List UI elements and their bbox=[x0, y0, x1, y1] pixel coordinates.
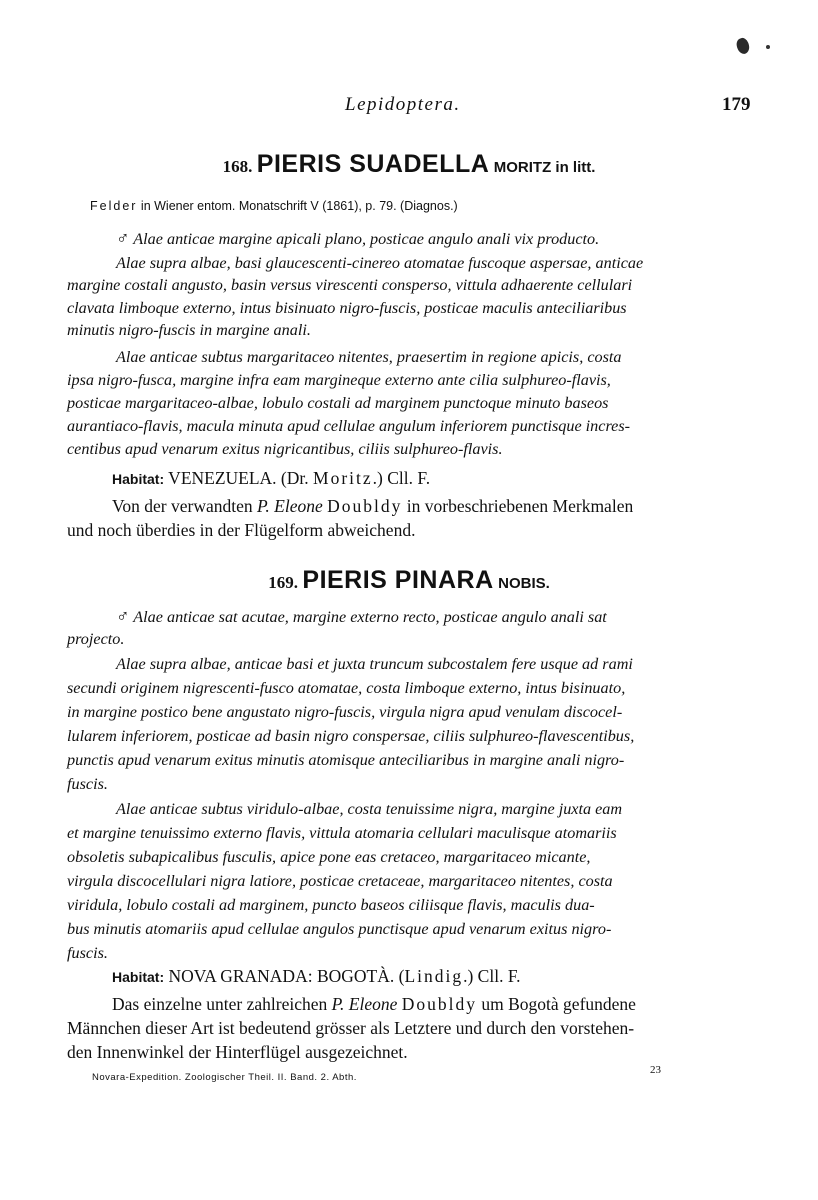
text-line: Alae supra albae, basi glaucescenti-cinereo atomatae fuscoque aspersae, anticae bbox=[116, 254, 644, 272]
remark-text: und noch überdies in der Flügelform abweichend. bbox=[67, 520, 416, 540]
habitat-end: .) Cll. F. bbox=[372, 468, 431, 488]
ink-speck bbox=[735, 36, 752, 55]
text-line: Alae anticae subtus viridulo-albae, costa tenuissime nigra, margine juxta eam bbox=[116, 800, 623, 818]
text-line: fuscis. bbox=[67, 775, 108, 793]
text-line: viridula, lobulo costali ad marginem, puncto baseos ciliisque flavis, maculis dua- bbox=[67, 896, 595, 914]
remark-text: Männchen dieser Art ist bedeutend grösser als Letztere und durch den vorstehen- bbox=[67, 1018, 635, 1038]
text-line: in margine postico bene angustato nigro-fuscis, virgula nigra apud venulam discocel- bbox=[67, 703, 623, 721]
species-168-diagnosis bbox=[116, 228, 599, 249]
remark-line bbox=[112, 994, 636, 1015]
text-line: Alae anticae subtus margaritaceo nitentes, praesertim in regione apicis, costa bbox=[116, 348, 622, 366]
diagnosis-text: Alae anticae margine apicali plano, posticae angulo anali vix producto. bbox=[133, 230, 600, 248]
remark-text: Das einzelne unter zahlreichen bbox=[112, 994, 332, 1014]
habitat-place: NOVA GRANADA: BOGOTÀ. ( bbox=[164, 966, 405, 986]
footer-imprint: Novara-Expedition. Zoologischer Theil. II. Band. 2. Abth. bbox=[92, 1072, 357, 1083]
reference-text: in Wiener entom. Monatschrift V (1861), p. 79. (Diagnos.) bbox=[137, 199, 458, 213]
male-symbol: ♂ bbox=[116, 606, 130, 626]
text-line: centibus apud venarum exitus nigricantibus, ciliis sulphureo-flavis. bbox=[67, 440, 503, 458]
text-line: virgula discocellulari nigra latiore, posticae cretaceae, margaritaceo nitentes, costa bbox=[67, 872, 613, 890]
text-line: et margine tenuissimo externo flavis, vittula atomaria cellulari maculisque atomariis bbox=[67, 824, 617, 842]
remark-author: Doubldy bbox=[327, 496, 403, 516]
text-line: margine costali angusto, basin versus virescenti consperso, vittula adhaerente cellulari bbox=[67, 276, 633, 294]
species-168-habitat bbox=[112, 468, 430, 489]
page-number: 179 bbox=[722, 94, 751, 115]
male-symbol: ♂ bbox=[116, 228, 130, 248]
text-line: posticae margaritaceo-albae, lobulo costali ad marginem punctoque minuto baseos bbox=[67, 394, 609, 412]
text-line: fuscis. bbox=[67, 944, 108, 962]
remark-author: Doubldy bbox=[401, 994, 478, 1014]
species-169-heading bbox=[0, 566, 818, 595]
habitat-collector: Moritz bbox=[313, 468, 373, 488]
remark-line bbox=[112, 496, 633, 517]
text-line: lularem inferiorem, posticae ad basin nigro conspersae, ciliis sulphureo-flavescentibus, bbox=[67, 727, 635, 745]
signature-mark: 23 bbox=[650, 1064, 661, 1076]
text-line: projecto. bbox=[67, 630, 125, 648]
remark-text: um Bogotà gefundene bbox=[477, 994, 636, 1014]
species-168-heading bbox=[0, 150, 818, 179]
diagnosis-text: Alae anticae sat acutae, margine externo recto, posticae angulo anali sat bbox=[133, 608, 607, 626]
species-number: 169. bbox=[268, 573, 298, 592]
reference-author: Felder bbox=[90, 199, 138, 213]
habitat-label: Habitat: bbox=[112, 471, 165, 487]
species-169-habitat bbox=[112, 966, 521, 987]
text-line: Alae supra albae, anticae basi et juxta truncum subcostalem fere usque ad rami bbox=[116, 655, 633, 673]
remark-line bbox=[67, 1018, 634, 1039]
species-authority: NOBIS. bbox=[498, 575, 550, 592]
ink-dot bbox=[766, 45, 770, 49]
text-line: minutis nigro-fuscis in margine anali. bbox=[67, 321, 311, 339]
remark-text: in vorbeschriebenen Merkmalen bbox=[402, 496, 634, 516]
running-head bbox=[0, 94, 818, 124]
species-name: PIERIS PINARA bbox=[302, 566, 494, 594]
remark-text: den Innenwinkel der Hinterflügel ausgezeichnet. bbox=[67, 1042, 408, 1062]
remark-species: P. Eleone bbox=[331, 994, 398, 1014]
text-line: bus minutis atomariis apud cellulae angulos punctisque apud venarum exitus nigro- bbox=[67, 920, 612, 938]
habitat-end: .) Cll. F. bbox=[463, 966, 521, 986]
remark-line bbox=[67, 520, 415, 541]
text-line: punctis apud venarum exitus minutis atomisque anteciliaribus in margine anali nigro- bbox=[67, 751, 625, 769]
running-title: Lepidoptera. bbox=[345, 94, 461, 115]
remark-text: Von der verwandten bbox=[112, 496, 257, 516]
habitat-label: Habitat: bbox=[112, 969, 165, 985]
text-line: clavata limboque externo, intus bisinuato nigro-fuscis, posticae maculis anteciliaribus bbox=[67, 299, 627, 317]
habitat-place: VENEZUELA. (Dr. bbox=[164, 468, 314, 488]
text-line: ipsa nigro-fusca, margine infra eam margineque externo ante cilia sulphureo-flavis, bbox=[67, 371, 611, 389]
text-line: aurantiaco-flavis, macula minuta apud cellulae angulum inferiorem punctisque incres- bbox=[67, 417, 631, 435]
species-authority: MORITZ in litt. bbox=[493, 159, 596, 176]
remark-line bbox=[67, 1042, 408, 1063]
text-line bbox=[116, 606, 607, 627]
species-number: 168. bbox=[222, 157, 253, 176]
species-name: PIERIS SUADELLA bbox=[256, 150, 490, 178]
habitat-collector: Lindig bbox=[404, 966, 464, 986]
text-line: obsoletis subapicalibus fusculis, apice pone eas cretaceo, margaritaceo micante, bbox=[67, 848, 591, 866]
text-line: secundi originem nigrescenti-fusco atomatae, costa limboque externo, intus bisinuato, bbox=[67, 679, 626, 697]
remark-species: P. Eleone bbox=[256, 496, 323, 516]
species-168-reference bbox=[90, 199, 458, 213]
